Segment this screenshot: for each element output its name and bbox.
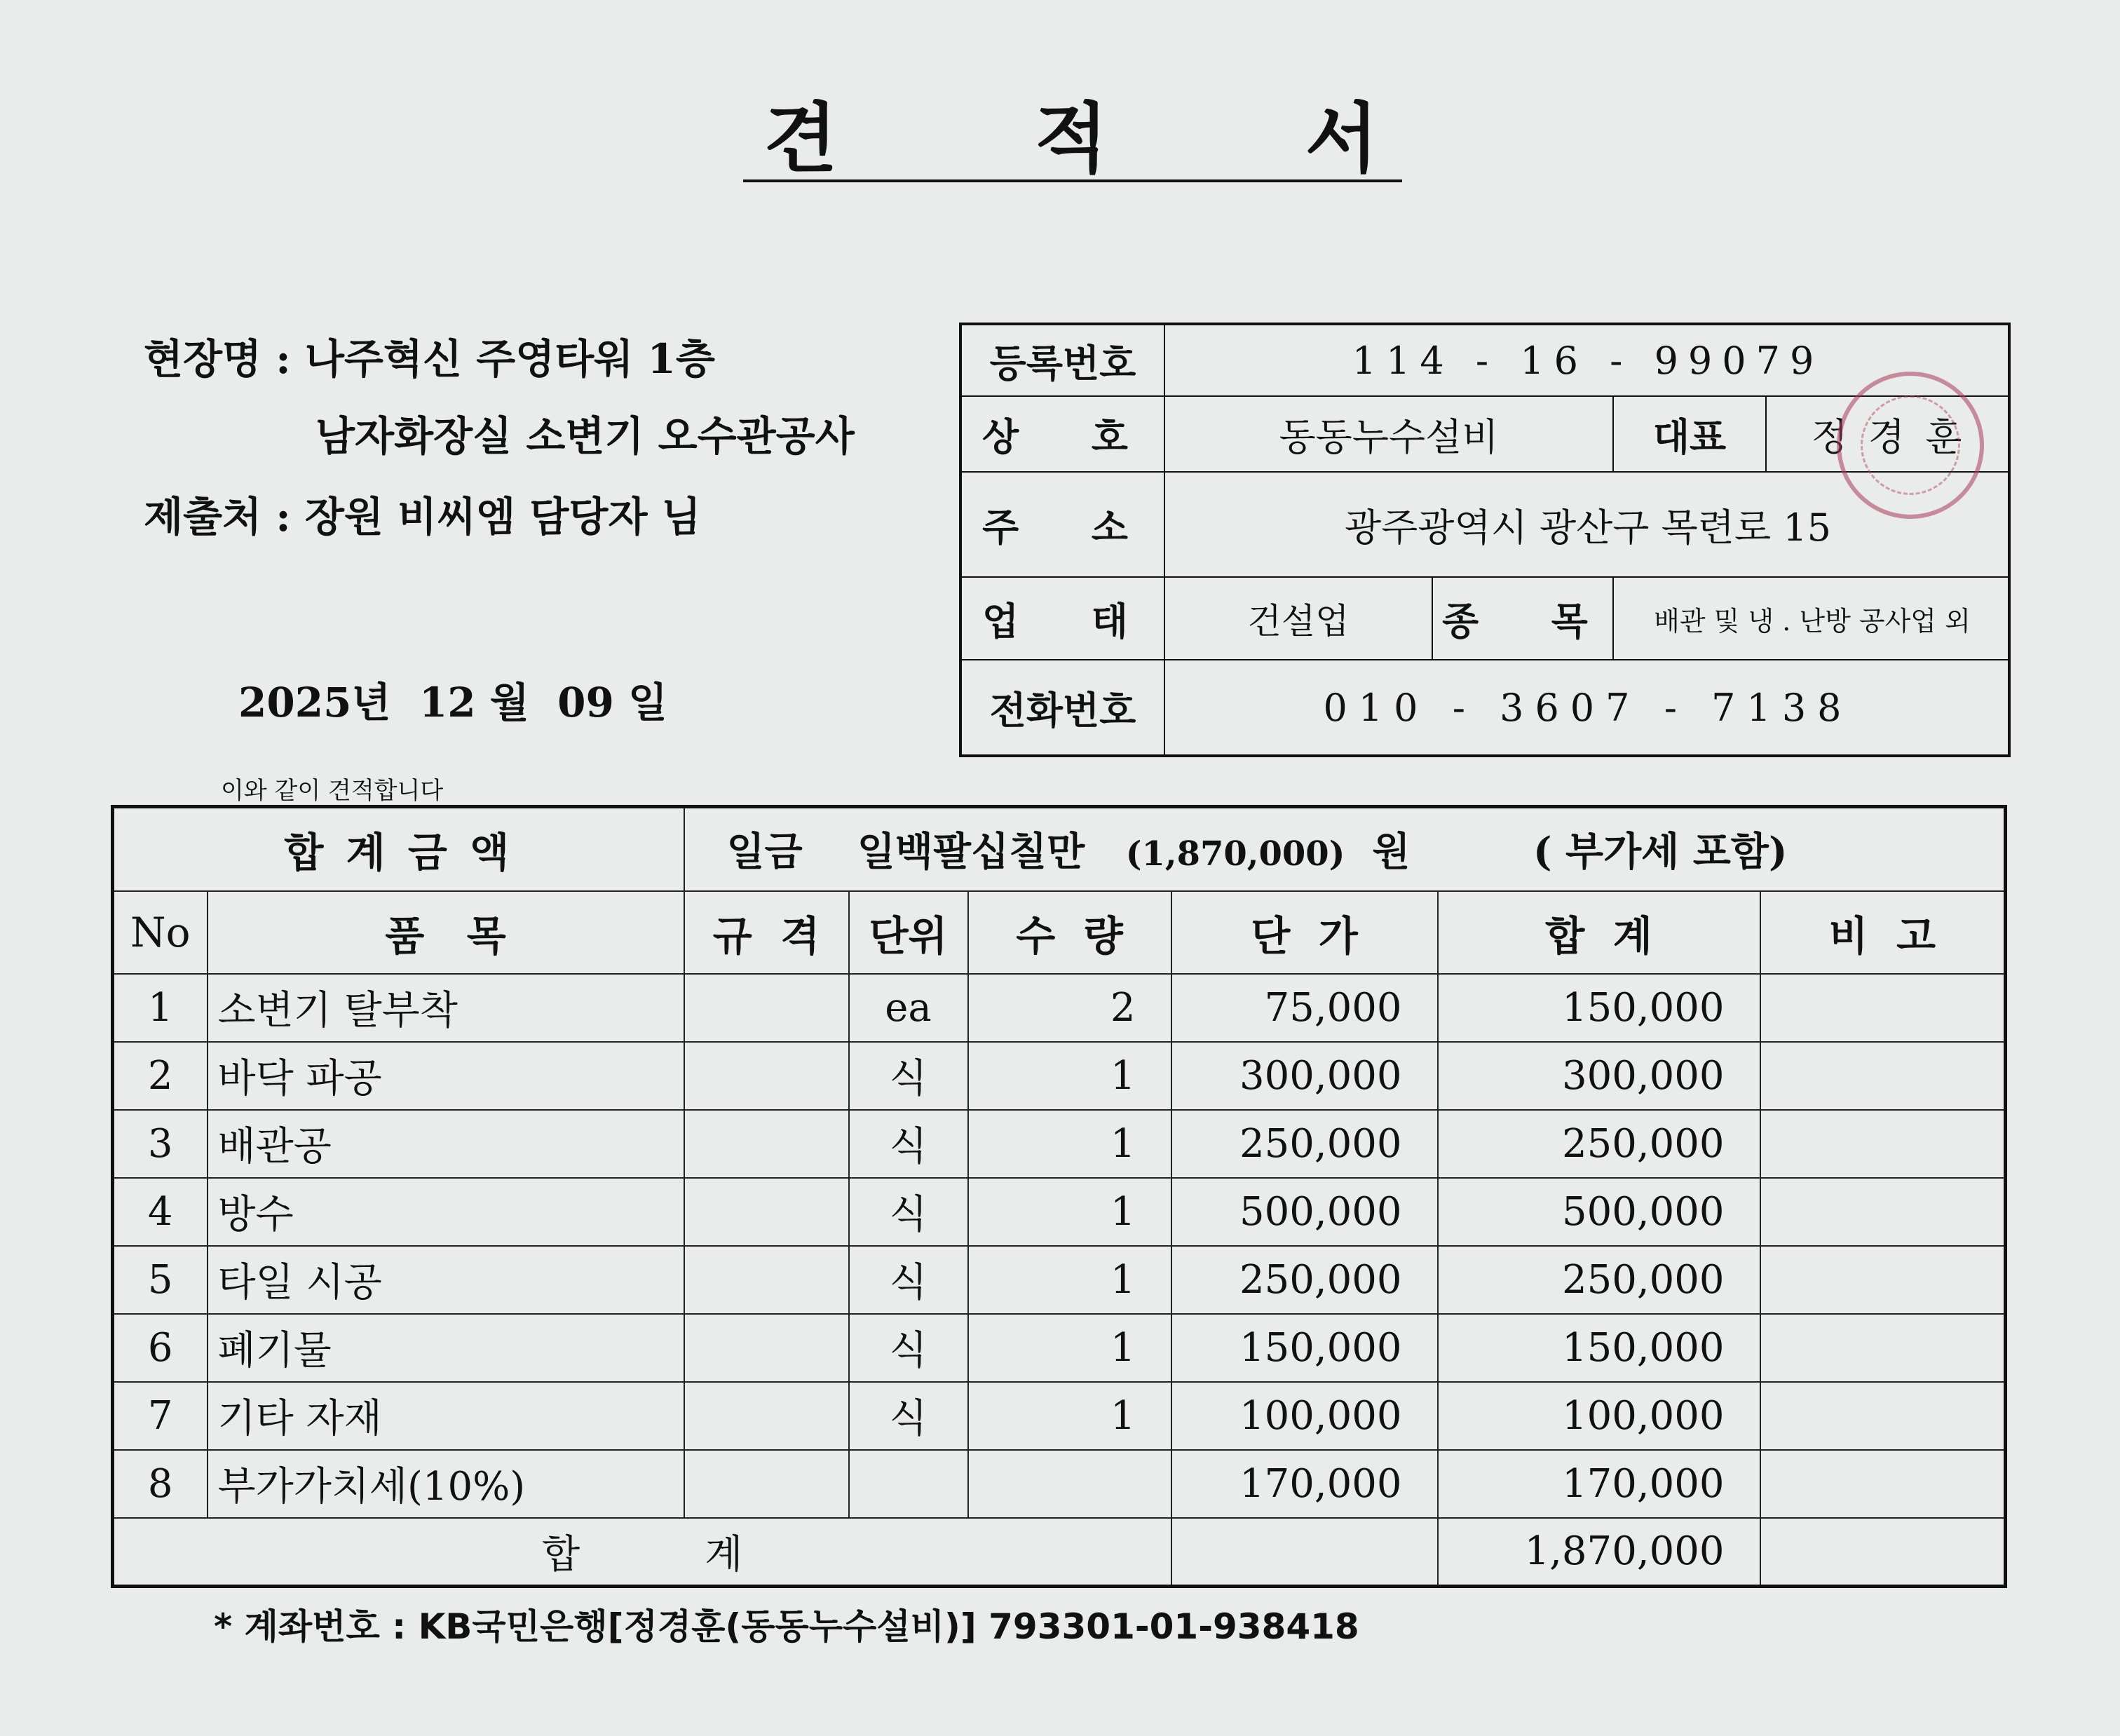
row-price: 250,000	[1171, 1110, 1438, 1178]
table-row	[113, 1246, 2006, 1314]
row-amount: 300,000	[1438, 1042, 1760, 1110]
title-char-2: 적	[1034, 94, 1111, 183]
row-spec	[684, 1042, 849, 1110]
col-price: 단 가	[1171, 891, 1438, 974]
table-row	[113, 1382, 2006, 1450]
company-address-row	[962, 473, 2008, 578]
grand-total-label: 합 계	[113, 1518, 1171, 1587]
business-type-label: 업 태	[962, 578, 1165, 659]
row-amount: 500,000	[1438, 1178, 1760, 1246]
col-remark: 비 고	[1760, 891, 2006, 974]
company-info-box	[959, 323, 2011, 757]
col-unit: 단위	[849, 891, 968, 974]
tel-value: 010 - 3607 - 7138	[1323, 685, 1853, 730]
vat-note: ( 부가세 포함)	[1533, 829, 1788, 876]
row-amount: 150,000	[1438, 974, 1760, 1042]
table-row	[113, 1450, 2006, 1518]
table-row	[113, 1042, 2006, 1110]
row-item: 방수	[208, 1178, 684, 1246]
row-unit	[849, 1450, 968, 1518]
row-item: 부가가치세(10%)	[208, 1450, 684, 1518]
total-amount-unit: 원	[1372, 829, 1411, 876]
total-amount-value	[684, 807, 2006, 891]
table-row	[113, 974, 2006, 1042]
row-item: 바닥 파공	[208, 1042, 684, 1110]
rep-name: 정 경 훈	[1811, 414, 1966, 459]
row-unit: ea	[849, 974, 968, 1042]
row-qty: 1	[968, 1178, 1171, 1246]
business-item-value: 배관 및 냉 . 난방 공사업 외	[1654, 605, 1971, 637]
row-item: 배관공	[208, 1110, 684, 1178]
row-no: 5	[113, 1246, 208, 1314]
company-business-row	[962, 578, 2008, 660]
row-remark	[1760, 1178, 2006, 1246]
row-price: 300,000	[1171, 1042, 1438, 1110]
row-amount: 170,000	[1438, 1450, 1760, 1518]
row-price: 250,000	[1171, 1246, 1438, 1314]
table-row	[113, 1110, 2006, 1178]
row-price: 100,000	[1171, 1382, 1438, 1450]
row-item: 기타 자재	[208, 1382, 684, 1450]
total-amount-row	[113, 807, 2006, 891]
row-unit: 식	[849, 1382, 968, 1450]
row-qty: 1	[968, 1382, 1171, 1450]
row-spec	[684, 1314, 849, 1382]
estimate-table	[111, 805, 2007, 1588]
row-unit: 식	[849, 1314, 968, 1382]
row-spec	[684, 1178, 849, 1246]
row-unit: 식	[849, 1042, 968, 1110]
row-remark	[1760, 1110, 2006, 1178]
row-price: 150,000	[1171, 1314, 1438, 1382]
col-spec: 규 격	[684, 891, 849, 974]
row-spec	[684, 1110, 849, 1178]
row-price: 75,000	[1171, 974, 1438, 1042]
row-no: 3	[113, 1110, 208, 1178]
row-unit: 식	[849, 1110, 968, 1178]
rep-label: 대표	[1614, 397, 1767, 471]
business-type-value: 건설업	[1165, 578, 1433, 659]
site-name: 현장명 : 나주혁신 주영타워 1층	[144, 335, 715, 383]
name-label: 상 호	[962, 397, 1165, 471]
total-amount-label: 합 계 금 액	[113, 807, 684, 891]
row-unit: 식	[849, 1178, 968, 1246]
row-remark	[1760, 1246, 2006, 1314]
total-amount-number: (1,870,000)	[1125, 834, 1345, 874]
row-qty: 1	[968, 1042, 1171, 1110]
company-name-row	[962, 397, 2008, 473]
row-unit: 식	[849, 1246, 968, 1314]
total-amount-prefix: 일금	[726, 829, 803, 876]
row-price: 500,000	[1171, 1178, 1438, 1246]
row-spec	[684, 1450, 849, 1518]
row-qty: 2	[968, 974, 1171, 1042]
row-item: 폐기물	[208, 1314, 684, 1382]
tel-label: 전화번호	[962, 660, 1165, 754]
row-amount: 250,000	[1438, 1110, 1760, 1178]
row-price: 170,000	[1171, 1450, 1438, 1518]
row-amount: 150,000	[1438, 1314, 1760, 1382]
bank-account: * 계좌번호 : KB국민은행[정경훈(동동누수설비)] 793301-01-938418	[214, 1606, 1359, 1647]
grand-total-price-cell	[1171, 1518, 1438, 1587]
row-spec	[684, 1382, 849, 1450]
address-value: 광주광역시 광산구 목련로 15	[1344, 505, 1831, 550]
reg-label: 등록번호	[962, 325, 1165, 395]
grand-total-remark	[1760, 1518, 2006, 1587]
row-remark	[1760, 1450, 2006, 1518]
row-no: 7	[113, 1382, 208, 1450]
document-title	[743, 84, 1402, 182]
row-no: 4	[113, 1178, 208, 1246]
total-amount-words: 일백팔십칠만	[857, 829, 1085, 876]
grand-total-row	[113, 1518, 2006, 1587]
col-item: 품 목	[208, 891, 684, 974]
row-qty: 1	[968, 1246, 1171, 1314]
quote-note: 이와 같이 견적합니다	[221, 777, 444, 805]
row-remark	[1760, 974, 2006, 1042]
site-name-line2: 남자화장실 소변기 오수관공사	[315, 412, 855, 460]
row-amount: 100,000	[1438, 1382, 1760, 1450]
business-item-label: 종 목	[1433, 578, 1614, 659]
row-no: 8	[113, 1450, 208, 1518]
row-no: 6	[113, 1314, 208, 1382]
row-no: 2	[113, 1042, 208, 1110]
title-char-3: 서	[1305, 94, 1381, 183]
col-qty: 수 량	[968, 891, 1171, 974]
column-header-row	[113, 891, 2006, 974]
company-reg-row	[962, 325, 2008, 397]
grand-total-amount: 1,870,000	[1438, 1518, 1760, 1587]
row-item: 타일 시공	[208, 1246, 684, 1314]
recipient: 제출처 : 장원 비씨엠 담당자 님	[144, 493, 701, 541]
col-amount: 합 계	[1438, 891, 1760, 974]
row-qty: 1	[968, 1314, 1171, 1382]
company-tel-row	[962, 660, 2008, 754]
quote-date: 2025년 12 월 09 일	[238, 679, 668, 726]
row-no: 1	[113, 974, 208, 1042]
row-amount: 250,000	[1438, 1246, 1760, 1314]
row-spec	[684, 1246, 849, 1314]
table-row	[113, 1178, 2006, 1246]
company-name: 동동누수설비	[1165, 397, 1614, 471]
item-rows	[113, 974, 2006, 1518]
row-qty: 1	[968, 1110, 1171, 1178]
col-no: No	[113, 891, 208, 974]
row-item: 소변기 탈부착	[208, 974, 684, 1042]
table-row	[113, 1314, 2006, 1382]
row-remark	[1760, 1042, 2006, 1110]
row-qty	[968, 1450, 1171, 1518]
reg-number: 114 - 16 - 99079	[1352, 338, 1824, 383]
row-spec	[684, 974, 849, 1042]
row-remark	[1760, 1314, 2006, 1382]
title-char-1: 견	[764, 94, 841, 183]
address-label: 주 소	[962, 473, 1165, 576]
row-remark	[1760, 1382, 2006, 1450]
